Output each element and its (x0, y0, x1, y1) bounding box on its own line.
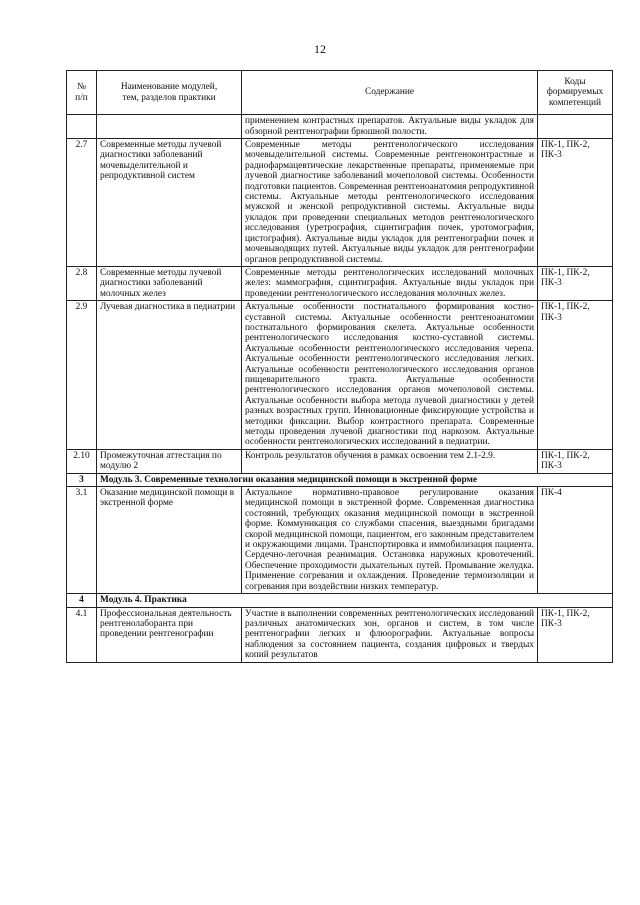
row-content: Актуальное нормативно-правовое регулирование оказания медицинской помощи в экстренной форме. Современная диагностика состояний, требующих оказания медицинской помощи в экстренной форме. Коммуникация со службами спасения, выездными бригадами скорой медицинской помощи, пациентом, его законным представителем и окружающими лицами. Транспортировка и иммобилизация пациента. Сердечно-легочная реанимация. Остановка наружных кровотечений. Обеспечение проходимости дыхательных путей. Промывание желудка. Применение согревания и охлаждения. Проведение термоизоляции и согревания при воздействии низких температур. (242, 487, 538, 594)
header-codes: Коды формируемых компетенций (538, 71, 613, 115)
module-num: 3 (67, 473, 97, 486)
table-header-row (67, 71, 613, 115)
row-content: Современные методы рентгенологического исследования мочевыделительной системы. Современные рентгеноконтрастные и радиофармацевтические лекарственные препараты, применяемые при лучевой диагностике заболеваний мочеполовой системы. Особенности подготовки пациентов. Современная рентгеноанатомия репродуктивной системы. Актуальные методы рентгенологического исследования мужской и женской репродуктивной системы. Актуальные виды укладок при проведении специальных методов рентгенологического исследования (уретрография, сцинтиграфия почек, уротомография, цистография). Актуальные виды укладок для рентгенографии почек и мочевыводящих путей. Актуальные виды укладок для рентгенографии органов репродуктивной системы. (242, 139, 538, 267)
row-num: 4.1 (67, 607, 97, 662)
row-name: Лучевая диагностика в педиатрии (97, 301, 242, 450)
row-name: Профессиональная деятельность рентгенолаборанта при проведении рентгенографии (97, 607, 242, 662)
row-codes: ПК-1, ПК-2, ПК-3 (538, 266, 613, 300)
module-title: Модуль 3. Современные технологии оказания медицинской помощи в экстренной форме (97, 473, 613, 486)
row-num: 2.10 (67, 449, 97, 473)
row-name: Оказание медицинской помощи в экстренной форме (97, 487, 242, 594)
row-num: 3.1 (67, 487, 97, 594)
row-name: Промежуточная аттестация по модулю 2 (97, 449, 242, 473)
table-row (67, 115, 613, 139)
row-content: Участие в выполнении современных рентгенологических исследований различных анатомических зон, органов и систем, в том числе рентгенографии легких и флюорографии. Актуальные вопросы наблюдения за состоянием пациента, создания цифровых и твердых копий результатов (242, 607, 538, 662)
row-num: 2.8 (67, 266, 97, 300)
module-title: Модуль 4. Практика (97, 594, 613, 607)
row-content: Актуальные особенности постнатального формирования костно-суставной системы. Актуальные особенности рентгеноанатомии постнатального формирования скелета. Актуальные особенности рентгенологического исследования костно-суставной системы. Актуальные особенности рентгенологического исследования черепа. Актуальные особенности рентгенологического исследования легких. Актуальные особенности рентгенологического исследования органов пищеварительного тракта. Актуальные особенности рентгенологического исследования органов мочеполовой системы. Актуальные особенности выбора метода лучевой диагностики у детей разных возрастных групп. Инновационные фиксирующие устройства и методики фиксации. Выбор контрастного препарата. Современные методы проведения лучевой диагностики под наркозом. Актуальные особенности рентгенологических исследований в педиатрии. (242, 301, 538, 450)
row-codes: ПК-1, ПК-2, ПК-3 (538, 139, 613, 267)
row-num: 2.9 (67, 301, 97, 450)
module-num: 4 (67, 594, 97, 607)
row-content: применением контрастных препаратов. Актуальные виды укладок для обзорной рентгенографии брюшной полости. (242, 115, 538, 139)
row-num: 2.7 (67, 139, 97, 267)
header-num: № п/п (67, 71, 97, 115)
row-codes: ПК-1, ПК-2, ПК-3 (538, 607, 613, 662)
row-content: Контроль результатов обучения в рамках освоения тем 2.1-2.9. (242, 449, 538, 473)
row-content: Современные методы рентгенологических исследований молочных желез: маммография, сцинтиграфия. Актуальные виды укладок при проведении рентгенологического исследования молочных желез. (242, 266, 538, 300)
row-codes: ПК-1, ПК-2, ПК-3 (538, 449, 613, 473)
module-row (67, 473, 613, 486)
table-row (67, 607, 613, 662)
row-name (97, 115, 242, 139)
row-codes: ПК-4 (538, 487, 613, 594)
table-row (67, 449, 613, 473)
page-number: 12 (314, 42, 326, 56)
curriculum-table (66, 70, 613, 663)
row-num (67, 115, 97, 139)
header-content: Содержание (242, 71, 538, 115)
table-row (67, 301, 613, 450)
row-codes: ПК-1, ПК-2, ПК-3 (538, 301, 613, 450)
row-codes (538, 115, 613, 139)
row-name: Современные методы лучевой диагностики заболеваний мочевыделительной и репродуктивной систем (97, 139, 242, 267)
table-row (67, 487, 613, 594)
header-name: Наименование модулей, тем, разделов практики (97, 71, 242, 115)
row-name: Современные методы лучевой диагностики заболеваний молочных желез (97, 266, 242, 300)
table-row (67, 266, 613, 300)
module-row (67, 594, 613, 607)
table-row (67, 139, 613, 267)
